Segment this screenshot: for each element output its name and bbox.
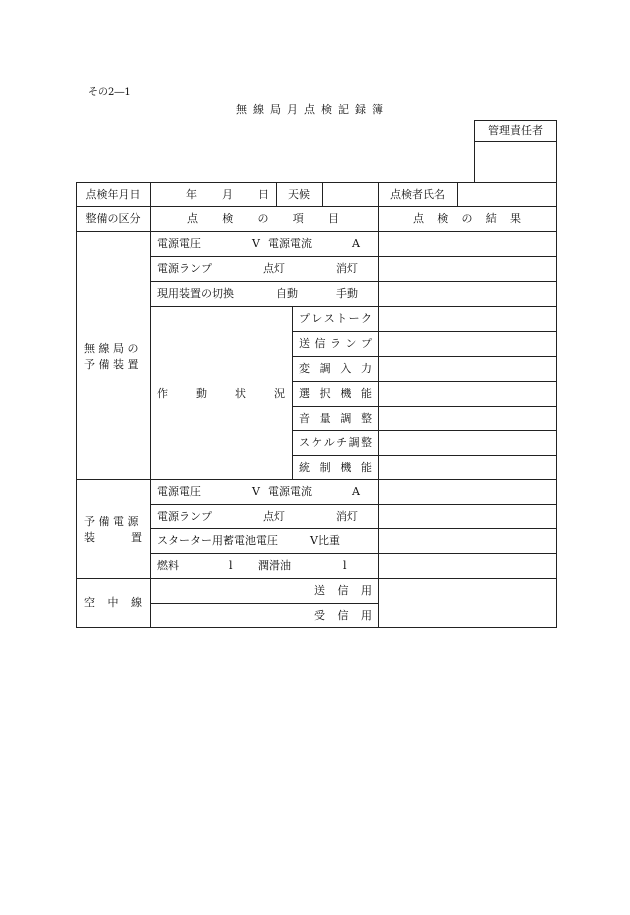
s3-char: 用 bbox=[361, 584, 372, 597]
op-char: 統 bbox=[299, 460, 310, 474]
s3-char: 用 bbox=[361, 608, 372, 622]
section1-label-line1: 無 線 局 の bbox=[84, 342, 139, 355]
op-char: 調 bbox=[319, 362, 331, 375]
op-char: ー bbox=[348, 312, 360, 325]
s3-transmit bbox=[314, 578, 372, 603]
op-char: 力 bbox=[360, 362, 372, 375]
month-label: 月 bbox=[222, 187, 233, 201]
s1-lamp-b: 点灯 bbox=[263, 262, 285, 275]
items-header-char: 項 bbox=[292, 212, 304, 225]
items-header-char: 目 bbox=[328, 212, 339, 225]
op-char: 機 bbox=[340, 387, 352, 400]
s3-char: 受 bbox=[314, 608, 325, 622]
s3-label-char: 線 bbox=[131, 596, 142, 609]
op-item-squelch bbox=[299, 430, 372, 455]
section3-label bbox=[84, 578, 142, 627]
op-char: 整 bbox=[360, 436, 372, 449]
op-char: 信 bbox=[314, 337, 326, 350]
s3-label-char: 中 bbox=[107, 596, 119, 609]
s1-lamp-a: 電源ランプ bbox=[157, 262, 212, 275]
op-char: 択 bbox=[319, 387, 331, 400]
op-char: ル bbox=[323, 436, 335, 449]
section2-label-line1: 予 備 電 源 bbox=[84, 515, 139, 528]
op-char: プ bbox=[299, 312, 310, 325]
year-label: 年 bbox=[186, 187, 197, 201]
op-item-control bbox=[299, 455, 372, 479]
op-char: ラ bbox=[330, 337, 341, 350]
op-char: ス bbox=[323, 312, 335, 325]
s2-lamp-b: 点灯 bbox=[263, 509, 285, 523]
s3-receive bbox=[314, 603, 372, 627]
page-title: 無線局月点検記録簿 bbox=[236, 103, 389, 116]
result-header-char: 検 bbox=[437, 212, 449, 225]
manager-label: 管理責任者 bbox=[488, 124, 543, 137]
items-header-char: 検 bbox=[222, 212, 234, 225]
s2-voltage-a: 電源電圧 bbox=[157, 485, 201, 498]
date-label: 点検年月日 bbox=[85, 187, 141, 201]
s3-char: 信 bbox=[337, 608, 349, 622]
s2-fuel-c: 潤滑油 bbox=[258, 559, 291, 572]
inspector-label: 点検者氏名 bbox=[390, 187, 445, 201]
items-header-char: 点 bbox=[187, 212, 198, 225]
operation-char: 況 bbox=[274, 387, 285, 400]
op-char: 量 bbox=[319, 411, 331, 425]
s3-char: 信 bbox=[337, 584, 349, 597]
s1-switch-c: 手動 bbox=[336, 287, 358, 300]
op-char: ケ bbox=[311, 436, 323, 449]
section1-label-line2: 予 備 装 置 bbox=[84, 358, 139, 371]
result-header-char: 点 bbox=[413, 212, 424, 225]
op-char: 調 bbox=[348, 436, 360, 449]
operation-char: 作 bbox=[157, 387, 168, 400]
form-number: その2―1 bbox=[88, 87, 131, 98]
op-char: レ bbox=[311, 312, 323, 325]
items-header bbox=[187, 206, 339, 231]
op-item-modulation-input bbox=[299, 356, 372, 381]
s2-voltage-b: V bbox=[252, 485, 260, 498]
op-char: プ bbox=[361, 337, 372, 350]
s3-label-char: 空 bbox=[84, 596, 95, 609]
s1-voltage-c: 電源電流 bbox=[268, 237, 312, 250]
op-char: 機 bbox=[340, 460, 352, 474]
result-header-char: の bbox=[461, 212, 473, 225]
s2-voltage-d: A bbox=[352, 485, 360, 498]
operation-status-label bbox=[157, 381, 285, 406]
s2-fuel-a: 燃料 bbox=[157, 559, 179, 572]
op-item-tx-lamp bbox=[299, 331, 372, 356]
operation-char: 動 bbox=[196, 387, 207, 400]
s2-lamp-a: 電源ランプ bbox=[157, 509, 212, 523]
op-char: ン bbox=[345, 337, 357, 350]
s1-voltage-d: A bbox=[352, 237, 360, 250]
op-char: 能 bbox=[360, 387, 372, 400]
op-char: 入 bbox=[340, 362, 352, 375]
op-char: チ bbox=[336, 436, 348, 449]
s3-char: 送 bbox=[314, 584, 325, 597]
category-header: 整備の区分 bbox=[85, 212, 141, 225]
op-char: 能 bbox=[360, 460, 372, 474]
section2-label-line2b: 置 bbox=[131, 531, 142, 544]
op-char: ト bbox=[336, 312, 348, 325]
day-label: 日 bbox=[258, 187, 269, 201]
s2-voltage-c: 電源電流 bbox=[268, 485, 312, 498]
op-char: 選 bbox=[299, 387, 310, 400]
op-char: 制 bbox=[319, 460, 331, 474]
op-char: 音 bbox=[299, 411, 310, 425]
result-header-char: 結 bbox=[485, 212, 497, 225]
s1-voltage-b: V bbox=[252, 237, 260, 250]
result-header bbox=[413, 206, 521, 231]
op-char: 変 bbox=[299, 362, 310, 375]
s2-starter-b: V比重 bbox=[310, 534, 340, 547]
s1-switch-b: 自動 bbox=[276, 287, 298, 300]
op-item-press-talk bbox=[299, 306, 372, 331]
items-header-char: の bbox=[257, 212, 269, 225]
operation-char: 状 bbox=[235, 387, 246, 400]
op-char: ク bbox=[360, 312, 372, 325]
op-item-volume bbox=[299, 406, 372, 430]
s2-lamp-c: 消灯 bbox=[336, 509, 358, 523]
section2-label-line2a: 装 bbox=[84, 531, 95, 544]
op-char: 整 bbox=[360, 411, 372, 425]
s1-lamp-c: 消灯 bbox=[336, 262, 358, 275]
op-char: 調 bbox=[340, 411, 352, 425]
op-char: ス bbox=[299, 436, 310, 449]
result-header-char: 果 bbox=[510, 212, 521, 225]
s1-voltage-a: 電源電圧 bbox=[157, 237, 201, 250]
s1-switch-a: 現用装置の切換 bbox=[157, 287, 234, 300]
op-char: 送 bbox=[299, 337, 310, 350]
s2-fuel-d: l bbox=[343, 559, 347, 572]
s2-fuel-b: l bbox=[229, 559, 233, 572]
weather-label: 天候 bbox=[288, 187, 310, 201]
s2-starter-a: スターター用蓄電池電圧 bbox=[157, 534, 278, 547]
op-item-selection bbox=[299, 381, 372, 406]
